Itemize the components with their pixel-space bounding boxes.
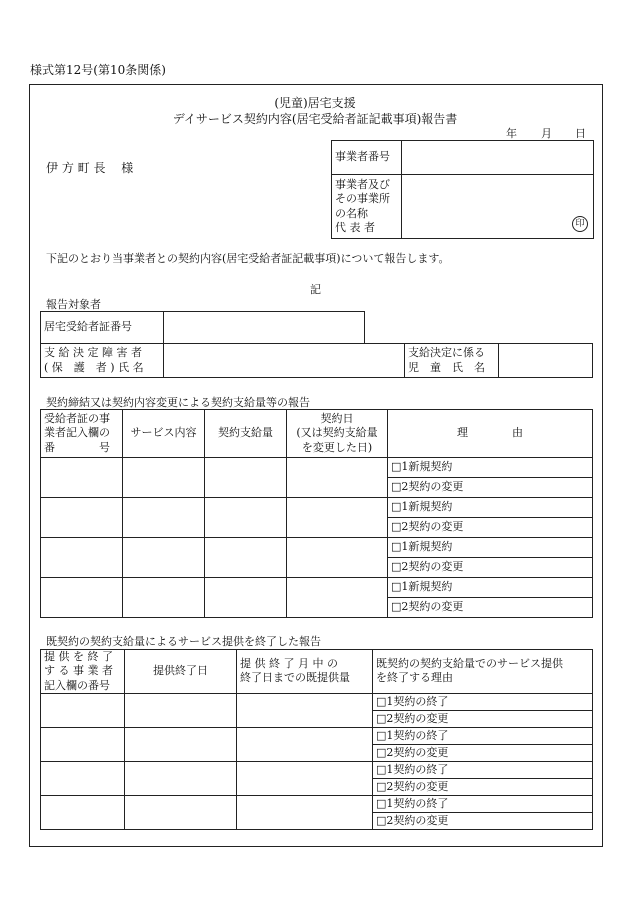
provider-number-label: 事業者番号 bbox=[332, 141, 402, 175]
s1-row1-amount[interactable] bbox=[205, 458, 287, 498]
s1-row4-service[interactable] bbox=[123, 578, 205, 618]
guardian-name-field[interactable] bbox=[164, 344, 405, 378]
provider-name-field[interactable] bbox=[402, 175, 594, 239]
section2-table bbox=[40, 649, 593, 830]
s1-row2-option-new[interactable]: □1新規契約 bbox=[388, 498, 593, 518]
cert-number-field[interactable] bbox=[164, 312, 365, 344]
s1-row2-number[interactable] bbox=[41, 498, 123, 538]
intro-text: 下記のとおり当事業者との契約内容(居宅受給者証記載事項)について報告します。 bbox=[46, 252, 450, 265]
s1-row2-date[interactable] bbox=[287, 498, 388, 538]
s2-row1-provided[interactable] bbox=[237, 693, 373, 727]
date-year: 年 bbox=[506, 127, 517, 140]
s1-header-amount: 契約支給量 bbox=[205, 410, 287, 458]
s1-header-number: 受給者証の事 業者記入欄の 番 号 bbox=[41, 410, 123, 458]
ki-label: 記 bbox=[310, 283, 321, 296]
s2-row2-provided[interactable] bbox=[237, 727, 373, 761]
section1-heading: 契約締結又は契約内容変更による契約支給量等の報告 bbox=[46, 396, 310, 409]
s2-row1-option-change[interactable]: □2契約の変更 bbox=[373, 710, 593, 727]
s2-header-number: 提 供 を 終 了 す る 事 業 者 記入欄の番号 bbox=[41, 650, 125, 694]
s2-row3-provided[interactable] bbox=[237, 761, 373, 795]
s2-row2-option-end[interactable]: □1契約の終了 bbox=[373, 727, 593, 744]
s2-row3-number[interactable] bbox=[41, 761, 125, 795]
s1-row2-option-change[interactable]: □2契約の変更 bbox=[388, 518, 593, 538]
date-month: 月 bbox=[541, 127, 552, 140]
s1-row3-amount[interactable] bbox=[205, 538, 287, 578]
s2-row1-number[interactable] bbox=[41, 693, 125, 727]
s2-row2-end-date[interactable] bbox=[125, 727, 237, 761]
s1-row3-number[interactable] bbox=[41, 538, 123, 578]
target-table bbox=[40, 311, 593, 378]
s1-header-service: サービス内容 bbox=[123, 410, 205, 458]
s1-row3-option-change[interactable]: □2契約の変更 bbox=[388, 558, 593, 578]
s2-row4-option-change[interactable]: □2契約の変更 bbox=[373, 812, 593, 829]
s2-row3-option-change[interactable]: □2契約の変更 bbox=[373, 778, 593, 795]
provider-number-field[interactable] bbox=[402, 141, 594, 175]
child-name-field[interactable] bbox=[499, 344, 593, 378]
s1-row1-date[interactable] bbox=[287, 458, 388, 498]
seal-icon: 印 bbox=[572, 216, 588, 232]
date-day: 日 bbox=[575, 127, 586, 140]
s2-row4-option-end[interactable]: □1契約の終了 bbox=[373, 795, 593, 812]
s1-row1-number[interactable] bbox=[41, 458, 123, 498]
s1-row1-option-change[interactable]: □2契約の変更 bbox=[388, 478, 593, 498]
s1-row2-amount[interactable] bbox=[205, 498, 287, 538]
s1-row3-date[interactable] bbox=[287, 538, 388, 578]
section2-heading: 既契約の契約支給量によるサービス提供を終了した報告 bbox=[46, 635, 321, 648]
target-heading: 報告対象者 bbox=[46, 298, 101, 311]
s1-row1-option-new[interactable]: □1新規契約 bbox=[388, 458, 593, 478]
s2-row2-option-change[interactable]: □2契約の変更 bbox=[373, 744, 593, 761]
s1-row1-service[interactable] bbox=[123, 458, 205, 498]
s2-row3-end-date[interactable] bbox=[125, 761, 237, 795]
provider-table bbox=[331, 140, 594, 239]
s1-row4-option-change[interactable]: □2契約の変更 bbox=[388, 598, 593, 618]
s1-row4-number[interactable] bbox=[41, 578, 123, 618]
s2-row2-number[interactable] bbox=[41, 727, 125, 761]
s2-header-provided: 提 供 終 了 月 中 の 終了日までの既提供量 bbox=[237, 650, 373, 694]
section1-table bbox=[40, 409, 593, 618]
s2-row4-end-date[interactable] bbox=[125, 795, 237, 829]
s1-row4-amount[interactable] bbox=[205, 578, 287, 618]
guardian-name-label: 支 給 決 定 障 害 者 ( 保 護 者 ) 氏 名 bbox=[41, 344, 164, 378]
addressee: 伊 方 町 長 様 bbox=[46, 161, 134, 175]
s1-row3-option-new[interactable]: □1新規契約 bbox=[388, 538, 593, 558]
form-number-label: 様式第12号(第10条関係) bbox=[30, 63, 166, 77]
provider-name-label: 事業者及び その事業所 の名称 代 表 者 bbox=[332, 175, 402, 239]
title-line-2: デイサービス契約内容(居宅受給者証記載事項)報告書 bbox=[172, 112, 458, 126]
s2-row3-option-end[interactable]: □1契約の終了 bbox=[373, 761, 593, 778]
s2-row4-number[interactable] bbox=[41, 795, 125, 829]
s1-row2-service[interactable] bbox=[123, 498, 205, 538]
s1-header-date: 契約日 (又は契約支給量 を変更した日) bbox=[287, 410, 388, 458]
s1-row4-option-new[interactable]: □1新規契約 bbox=[388, 578, 593, 598]
s2-row1-option-end[interactable]: □1契約の終了 bbox=[373, 693, 593, 710]
cert-number-label: 居宅受給者証番号 bbox=[41, 312, 164, 344]
s2-header-reason: 既契約の契約支給量でのサービス提供 を終了する理由 bbox=[373, 650, 593, 694]
cert-spacer bbox=[365, 312, 593, 344]
title-line-1: (児童)居宅支援 bbox=[274, 96, 356, 110]
s2-row4-provided[interactable] bbox=[237, 795, 373, 829]
s2-row1-end-date[interactable] bbox=[125, 693, 237, 727]
s1-row4-date[interactable] bbox=[287, 578, 388, 618]
s1-header-reason: 理 由 bbox=[388, 410, 593, 458]
s1-row3-service[interactable] bbox=[123, 538, 205, 578]
s2-header-end-date: 提供終了日 bbox=[125, 650, 237, 694]
child-name-label: 支給決定に係る 児 童 氏 名 bbox=[405, 344, 499, 378]
